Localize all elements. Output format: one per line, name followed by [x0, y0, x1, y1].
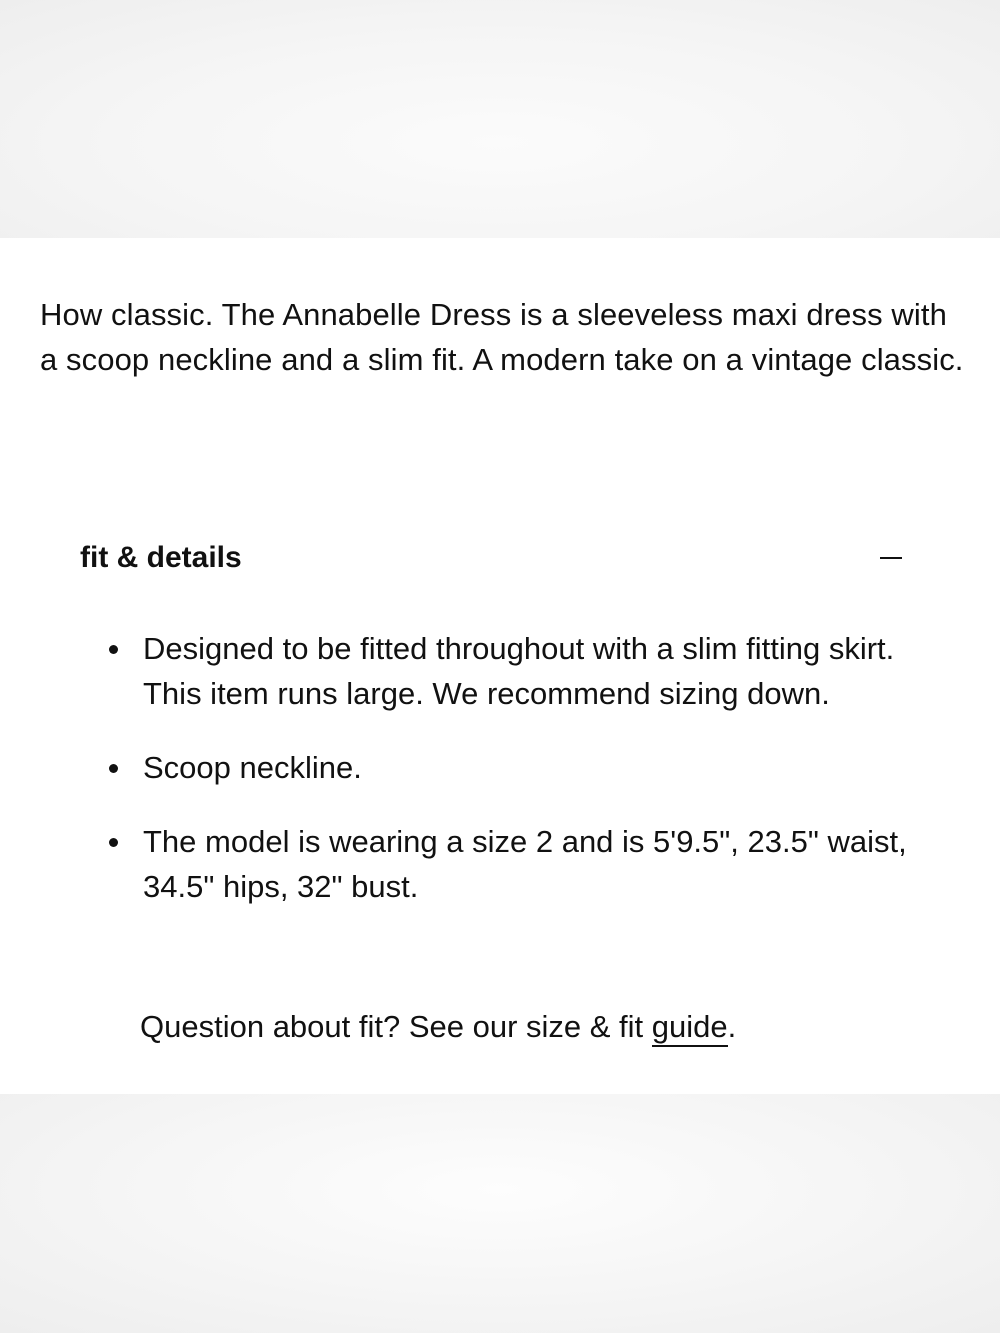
fit-details-accordion-header[interactable] — [80, 536, 904, 580]
blurred-image-top — [0, 0, 1000, 238]
minus-icon[interactable] — [880, 546, 904, 570]
bullet-icon — [109, 838, 118, 847]
fit-question — [140, 1004, 940, 1049]
fit-details-title: fit & details — [80, 541, 242, 574]
list-item-text: Scoop neckline. — [143, 750, 362, 785]
list-item — [100, 819, 920, 909]
list-item-text: The model is wearing a size 2 and is 5'9.5", 23.5" waist, 34.5" hips, 32" bust. — [143, 824, 907, 904]
bullet-icon — [109, 645, 118, 654]
product-details-panel — [0, 238, 1000, 1094]
blurred-image-bottom — [0, 1094, 1000, 1333]
list-item — [100, 745, 920, 790]
list-item — [100, 626, 920, 716]
bullet-icon — [109, 764, 118, 773]
list-item-text: Designed to be fitted throughout with a slim fitting skirt. This item runs large. We recommend sizing down. — [143, 631, 895, 711]
product-description: How classic. The Annabelle Dress is a sleeveless maxi dress with a scoop neckline and a slim fit. A modern take on a vintage classic. — [40, 297, 964, 377]
size-guide-link[interactable]: guide — [652, 1009, 728, 1047]
fit-question-text: Question about fit? See our size & fit — [140, 1009, 652, 1044]
fit-question-end: . — [727, 1009, 737, 1044]
fit-details-list — [100, 626, 920, 938]
